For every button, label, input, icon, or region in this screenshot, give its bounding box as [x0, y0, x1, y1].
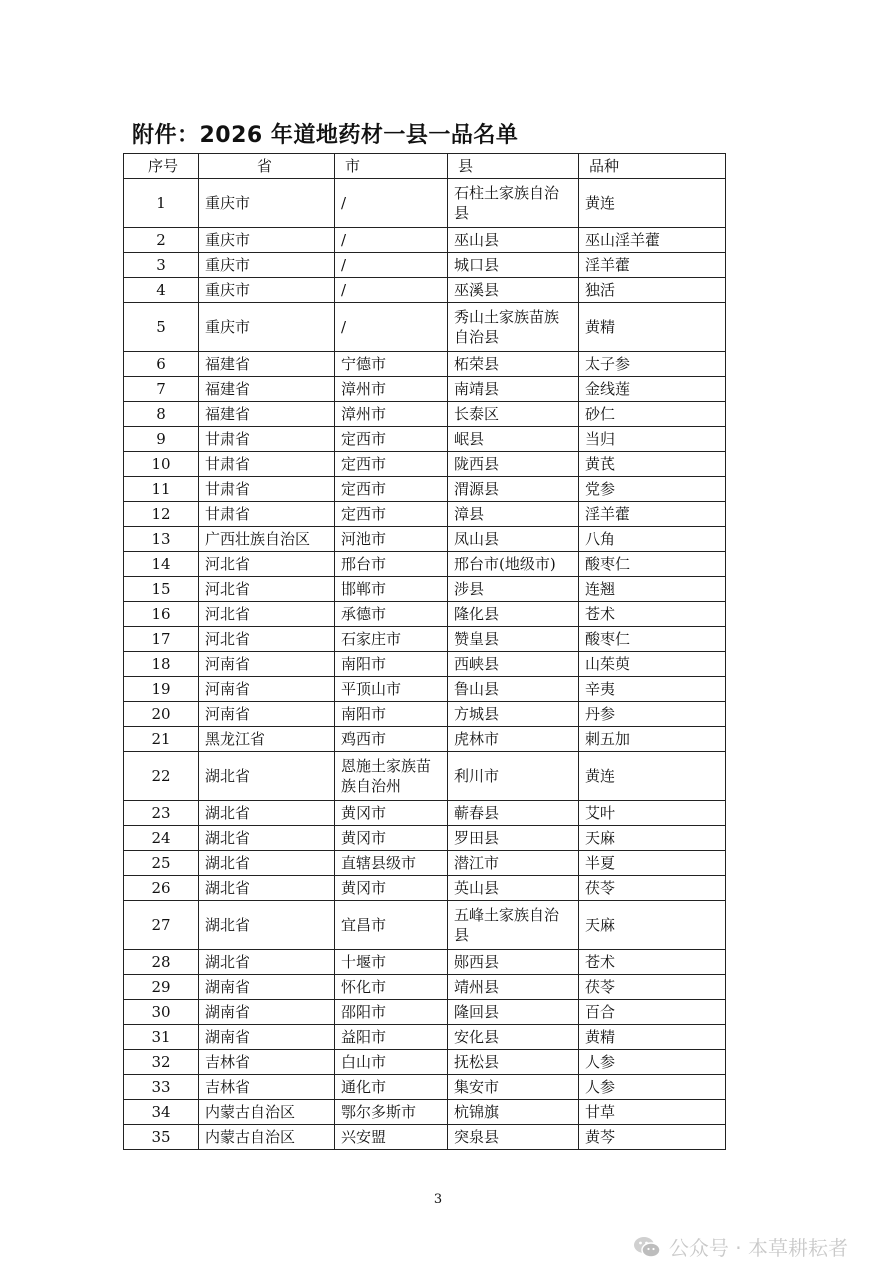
cell-index: 20 [124, 702, 199, 727]
cell-province: 河南省 [199, 702, 335, 727]
cell-city: 鸡西市 [335, 727, 448, 752]
cell-variety: 辛夷 [579, 677, 726, 702]
cell-index: 24 [124, 826, 199, 851]
table-row [124, 602, 726, 627]
cell-county: 柘荣县 [448, 352, 579, 377]
cell-province: 广西壮族自治区 [199, 527, 335, 552]
cell-variety: 黄芪 [579, 452, 726, 477]
cell-city: 石家庄市 [335, 627, 448, 652]
cell-province: 甘肃省 [199, 452, 335, 477]
cell-variety: 天麻 [579, 901, 726, 950]
cell-variety: 酸枣仁 [579, 627, 726, 652]
wechat-icon [633, 1235, 661, 1259]
cell-city: 恩施土家族苗族自治州 [335, 752, 448, 801]
cell-province: 重庆市 [199, 179, 335, 228]
cell-city: 河池市 [335, 527, 448, 552]
cell-province: 湖北省 [199, 752, 335, 801]
cell-variety: 黄精 [579, 303, 726, 352]
cell-province: 湖北省 [199, 901, 335, 950]
table-row [124, 427, 726, 452]
cell-province: 福建省 [199, 352, 335, 377]
cell-province: 河北省 [199, 602, 335, 627]
cell-city: 邢台市 [335, 552, 448, 577]
cell-variety: 茯苓 [579, 876, 726, 901]
cell-index: 35 [124, 1125, 199, 1150]
cell-county: 抚松县 [448, 1050, 579, 1075]
cell-county: 隆回县 [448, 1000, 579, 1025]
table-row [124, 851, 726, 876]
cell-variety: 黄连 [579, 752, 726, 801]
table-row [124, 1000, 726, 1025]
cell-province: 福建省 [199, 377, 335, 402]
cell-index: 19 [124, 677, 199, 702]
cell-city: 漳州市 [335, 377, 448, 402]
cell-province: 甘肃省 [199, 427, 335, 452]
cell-city: 通化市 [335, 1075, 448, 1100]
cell-city: 兴安盟 [335, 1125, 448, 1150]
page-title: 附件：2026 年道地药材一县一品名单 [132, 123, 519, 148]
cell-variety: 天麻 [579, 826, 726, 851]
cell-index: 9 [124, 427, 199, 452]
cell-county: 凤山县 [448, 527, 579, 552]
cell-city: 邵阳市 [335, 1000, 448, 1025]
cell-province: 河南省 [199, 652, 335, 677]
header-province: 省 [199, 154, 335, 179]
cell-city: 定西市 [335, 477, 448, 502]
cell-index: 27 [124, 901, 199, 950]
table-row [124, 1075, 726, 1100]
cell-province: 湖北省 [199, 876, 335, 901]
cell-variety: 砂仁 [579, 402, 726, 427]
cell-province: 内蒙古自治区 [199, 1100, 335, 1125]
cell-index: 28 [124, 950, 199, 975]
table-row [124, 352, 726, 377]
cell-index: 16 [124, 602, 199, 627]
table-row [124, 901, 726, 950]
table-row [124, 527, 726, 552]
cell-province: 湖南省 [199, 1000, 335, 1025]
cell-variety: 人参 [579, 1075, 726, 1100]
cell-city: / [335, 253, 448, 278]
cell-index: 12 [124, 502, 199, 527]
cell-city: 定西市 [335, 427, 448, 452]
cell-city: 白山市 [335, 1050, 448, 1075]
cell-province: 湖南省 [199, 975, 335, 1000]
cell-county: 长泰区 [448, 402, 579, 427]
cell-index: 15 [124, 577, 199, 602]
cell-county: 利川市 [448, 752, 579, 801]
cell-city: 宁德市 [335, 352, 448, 377]
cell-province: 河北省 [199, 552, 335, 577]
cell-county: 安化县 [448, 1025, 579, 1050]
cell-county: 五峰土家族自治县 [448, 901, 579, 950]
cell-city: 定西市 [335, 452, 448, 477]
cell-index: 3 [124, 253, 199, 278]
cell-variety: 太子参 [579, 352, 726, 377]
cell-index: 21 [124, 727, 199, 752]
cell-county: 方城县 [448, 702, 579, 727]
cell-city: 鄂尔多斯市 [335, 1100, 448, 1125]
cell-variety: 艾叶 [579, 801, 726, 826]
cell-county: 陇西县 [448, 452, 579, 477]
cell-variety: 连翘 [579, 577, 726, 602]
cell-city: / [335, 228, 448, 253]
table-row [124, 577, 726, 602]
cell-county: 西峡县 [448, 652, 579, 677]
table-row [124, 801, 726, 826]
cell-province: 重庆市 [199, 253, 335, 278]
cell-county: 虎林市 [448, 727, 579, 752]
cell-province: 河南省 [199, 677, 335, 702]
cell-province: 湖南省 [199, 1025, 335, 1050]
cell-city: 平顶山市 [335, 677, 448, 702]
cell-county: 巫山县 [448, 228, 579, 253]
cell-city: 黄冈市 [335, 801, 448, 826]
table-row [124, 552, 726, 577]
cell-county: 隆化县 [448, 602, 579, 627]
cell-variety: 巫山淫羊藿 [579, 228, 726, 253]
cell-index: 17 [124, 627, 199, 652]
cell-index: 13 [124, 527, 199, 552]
cell-county: 杭锦旗 [448, 1100, 579, 1125]
cell-county: 赞皇县 [448, 627, 579, 652]
table-row [124, 752, 726, 801]
cell-county: 罗田县 [448, 826, 579, 851]
table-row [124, 278, 726, 303]
cell-city: 漳州市 [335, 402, 448, 427]
table-row [124, 1100, 726, 1125]
table-row [124, 876, 726, 901]
herb-list-table [123, 153, 726, 1150]
cell-county: 漳县 [448, 502, 579, 527]
cell-variety: 黄精 [579, 1025, 726, 1050]
cell-variety: 人参 [579, 1050, 726, 1075]
cell-city: 南阳市 [335, 652, 448, 677]
cell-province: 甘肃省 [199, 502, 335, 527]
cell-province: 内蒙古自治区 [199, 1125, 335, 1150]
cell-variety: 独活 [579, 278, 726, 303]
cell-index: 33 [124, 1075, 199, 1100]
cell-county: 郧西县 [448, 950, 579, 975]
cell-index: 2 [124, 228, 199, 253]
cell-variety: 酸枣仁 [579, 552, 726, 577]
cell-index: 34 [124, 1100, 199, 1125]
cell-county: 城口县 [448, 253, 579, 278]
cell-city: 十堰市 [335, 950, 448, 975]
cell-county: 蕲春县 [448, 801, 579, 826]
cell-province: 福建省 [199, 402, 335, 427]
cell-province: 吉林省 [199, 1050, 335, 1075]
cell-variety: 苍术 [579, 602, 726, 627]
cell-variety: 金线莲 [579, 377, 726, 402]
table-row [124, 303, 726, 352]
cell-province: 湖北省 [199, 851, 335, 876]
cell-variety: 当归 [579, 427, 726, 452]
cell-variety: 丹参 [579, 702, 726, 727]
cell-variety: 淫羊藿 [579, 502, 726, 527]
cell-index: 5 [124, 303, 199, 352]
header-index: 序号 [124, 154, 199, 179]
cell-province: 吉林省 [199, 1075, 335, 1100]
cell-index: 18 [124, 652, 199, 677]
table-row [124, 826, 726, 851]
header-variety: 品种 [579, 154, 726, 179]
cell-city: / [335, 278, 448, 303]
cell-city: 直辖县级市 [335, 851, 448, 876]
cell-index: 6 [124, 352, 199, 377]
cell-city: 南阳市 [335, 702, 448, 727]
cell-province: 重庆市 [199, 303, 335, 352]
cell-province: 重庆市 [199, 278, 335, 303]
cell-index: 26 [124, 876, 199, 901]
cell-city: 黄冈市 [335, 876, 448, 901]
table-row [124, 452, 726, 477]
cell-county: 靖州县 [448, 975, 579, 1000]
cell-variety: 百合 [579, 1000, 726, 1025]
watermark-text: 公众号 · 本草耕耘者 [668, 1236, 848, 1260]
cell-index: 14 [124, 552, 199, 577]
cell-city: 怀化市 [335, 975, 448, 1000]
cell-variety: 八角 [579, 527, 726, 552]
cell-index: 31 [124, 1025, 199, 1050]
table-row [124, 677, 726, 702]
cell-province: 重庆市 [199, 228, 335, 253]
cell-county: 石柱土家族自治县 [448, 179, 579, 228]
cell-city: 邯郸市 [335, 577, 448, 602]
cell-index: 8 [124, 402, 199, 427]
cell-variety: 淫羊藿 [579, 253, 726, 278]
cell-county: 渭源县 [448, 477, 579, 502]
cell-county: 秀山土家族苗族自治县 [448, 303, 579, 352]
cell-variety: 甘草 [579, 1100, 726, 1125]
cell-city: 宜昌市 [335, 901, 448, 950]
cell-province: 湖北省 [199, 801, 335, 826]
cell-variety: 半夏 [579, 851, 726, 876]
cell-index: 11 [124, 477, 199, 502]
table-row [124, 627, 726, 652]
cell-city: 益阳市 [335, 1025, 448, 1050]
table-row [124, 377, 726, 402]
cell-city: / [335, 303, 448, 352]
cell-variety: 刺五加 [579, 727, 726, 752]
cell-index: 30 [124, 1000, 199, 1025]
cell-city: 承德市 [335, 602, 448, 627]
cell-county: 涉县 [448, 577, 579, 602]
cell-index: 23 [124, 801, 199, 826]
table-row [124, 1025, 726, 1050]
page-number: 3 [433, 1192, 443, 1207]
cell-index: 10 [124, 452, 199, 477]
cell-index: 22 [124, 752, 199, 801]
cell-county: 邢台市(地级市) [448, 552, 579, 577]
header-city: 市 [335, 154, 448, 179]
watermark [633, 1232, 848, 1261]
cell-county: 突泉县 [448, 1125, 579, 1150]
cell-province: 湖北省 [199, 950, 335, 975]
table-row [124, 179, 726, 228]
table-row [124, 502, 726, 527]
cell-province: 河北省 [199, 627, 335, 652]
table-row [124, 975, 726, 1000]
cell-county: 英山县 [448, 876, 579, 901]
cell-index: 4 [124, 278, 199, 303]
cell-city: / [335, 179, 448, 228]
table-row [124, 950, 726, 975]
cell-index: 7 [124, 377, 199, 402]
table-row [124, 702, 726, 727]
table-row [124, 477, 726, 502]
cell-variety: 茯苓 [579, 975, 726, 1000]
cell-county: 南靖县 [448, 377, 579, 402]
cell-county: 岷县 [448, 427, 579, 452]
table-row [124, 1050, 726, 1075]
cell-province: 黑龙江省 [199, 727, 335, 752]
cell-index: 25 [124, 851, 199, 876]
cell-city: 定西市 [335, 502, 448, 527]
cell-variety: 山茱萸 [579, 652, 726, 677]
table-row [124, 652, 726, 677]
cell-index: 32 [124, 1050, 199, 1075]
cell-province: 甘肃省 [199, 477, 335, 502]
table-row [124, 253, 726, 278]
cell-county: 潜江市 [448, 851, 579, 876]
table-row [124, 228, 726, 253]
cell-variety: 黄连 [579, 179, 726, 228]
table-row [124, 727, 726, 752]
cell-variety: 黄芩 [579, 1125, 726, 1150]
cell-county: 鲁山县 [448, 677, 579, 702]
table-row [124, 402, 726, 427]
cell-county: 集安市 [448, 1075, 579, 1100]
cell-city: 黄冈市 [335, 826, 448, 851]
table-row [124, 1125, 726, 1150]
cell-variety: 党参 [579, 477, 726, 502]
header-county: 县 [448, 154, 579, 179]
cell-county: 巫溪县 [448, 278, 579, 303]
table-header-row [124, 154, 726, 179]
cell-index: 1 [124, 179, 199, 228]
cell-province: 河北省 [199, 577, 335, 602]
cell-province: 湖北省 [199, 826, 335, 851]
cell-variety: 苍术 [579, 950, 726, 975]
cell-index: 29 [124, 975, 199, 1000]
